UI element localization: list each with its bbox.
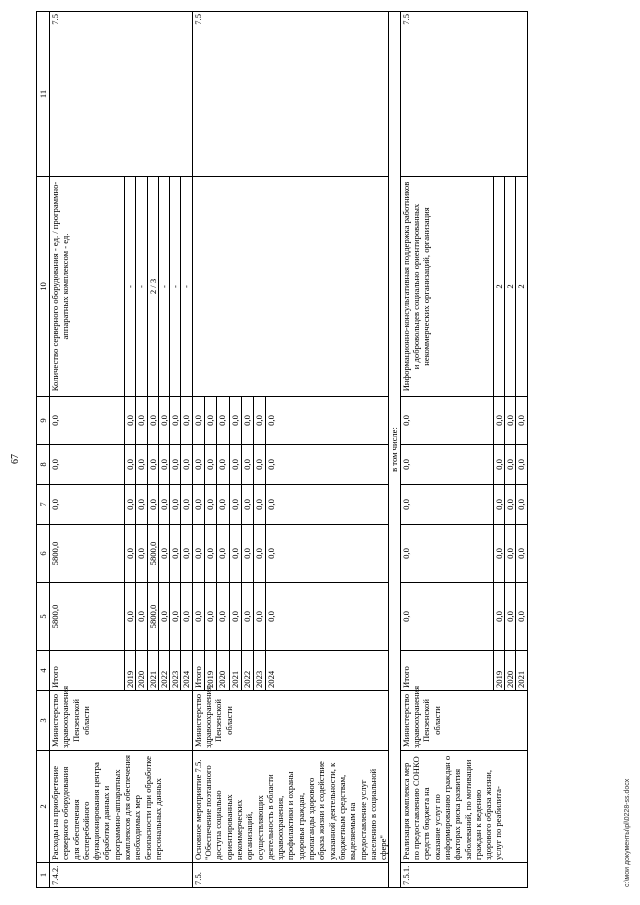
- value-cell: 0,0: [147, 485, 158, 525]
- program-table: [36, 11, 528, 888]
- year-cell: 2022: [241, 651, 253, 691]
- header-cell: 1: [37, 863, 50, 888]
- value-cell: 0,0: [50, 485, 125, 525]
- value-cell: 0,0: [516, 445, 527, 485]
- value-cell: 0,0: [50, 397, 125, 445]
- value-cell: 0,0: [217, 583, 229, 651]
- value-cell: 0,0: [205, 445, 217, 485]
- value-cell: 0,0: [170, 525, 181, 583]
- value-cell: 0,0: [192, 485, 204, 525]
- value-cell: 0,0: [241, 485, 253, 525]
- value-cell: 0,0: [505, 583, 516, 651]
- value-cell: 0,0: [400, 397, 493, 445]
- value-cell: 0,0: [266, 525, 389, 583]
- value-cell: 0,0: [266, 445, 389, 485]
- indicator-cell: -: [125, 177, 136, 397]
- value-cell: 0,0: [136, 525, 147, 583]
- value-cell: 0,0: [125, 397, 136, 445]
- value-cell: 0,0: [125, 525, 136, 583]
- activity-name: Реализация комплекса мер по предоставлению СОНКО средств бюджета на оказание услуг по информированию граждан о факторах риска развития заболеваний, по мотивации граждан к ведению здорового образа жизни, услуг по реабилита-: [400, 751, 527, 863]
- value-cell: 0,0: [400, 445, 493, 485]
- indicator-cell: 2: [516, 177, 527, 397]
- year-cell: 2020: [136, 651, 147, 691]
- value-cell: 0,0: [125, 583, 136, 651]
- value-cell: 0,0: [125, 445, 136, 485]
- year-cell: 2020: [505, 651, 516, 691]
- value-cell: 0,0: [400, 485, 493, 525]
- header-cell: 11: [37, 12, 50, 177]
- value-cell: 0,0: [205, 583, 217, 651]
- value-cell: 5800,0: [50, 583, 125, 651]
- value-cell: 0,0: [493, 397, 504, 445]
- value-cell: 0,0: [516, 525, 527, 583]
- header-cell: 5: [37, 583, 50, 651]
- value-cell: 0,0: [266, 583, 389, 651]
- value-cell: 0,0: [181, 397, 192, 445]
- value-cell: 0,0: [400, 525, 493, 583]
- value-cell: 0,0: [192, 583, 204, 651]
- table-row: [50, 12, 125, 888]
- value-cell: 5800,0: [147, 583, 158, 651]
- indicator-cell: Количество серверного оборудования - ед. / программно-аппаратных комплексом - ед.: [50, 177, 125, 397]
- value-cell: 0,0: [516, 485, 527, 525]
- value-cell: 0,0: [516, 397, 527, 445]
- value-cell: 0,0: [266, 397, 389, 445]
- value-cell: 0,0: [181, 485, 192, 525]
- value-cell: 0,0: [170, 485, 181, 525]
- value-cell: 0,0: [205, 485, 217, 525]
- activity-name: Расходы на приобретение серверного оборудования для обеспечения бесперебойного функционирования центра обработки данных и программно-аппаратных комплексов для обеспечения необходимых мер безопасности при обработке персональных данных: [50, 751, 193, 863]
- header-cell: 2: [37, 751, 50, 863]
- executor: Министерство здравоохранения Пензенской области: [400, 691, 527, 751]
- value-cell: 0,0: [229, 397, 241, 445]
- row-number: 7.4.2.: [50, 863, 193, 888]
- goal-ref: 7.5: [192, 12, 389, 177]
- value-cell: 0,0: [205, 525, 217, 583]
- value-cell: 0,0: [241, 525, 253, 583]
- year-cell: 2023: [170, 651, 181, 691]
- value-cell: 0,0: [147, 397, 158, 445]
- value-cell: 0,0: [205, 397, 217, 445]
- activity-name: Основное мероприятие 7.5. "Обеспечение поэтапного доступа социально ориентированных некоммерческих организаций, осуществляющих деятельность в области здравоохранения, профилактики и охраны здоровья граждан, пропаганды здорового образа жизни и содействие указанной деятельности, к бюджетным средствам, выделяемым на предоставление услуг населению в социальной сфере": [192, 751, 389, 863]
- header-cell: 6: [37, 525, 50, 583]
- year-cell: 2020: [217, 651, 229, 691]
- value-cell: 0,0: [505, 525, 516, 583]
- row-number: 7.5.1.: [400, 863, 527, 888]
- executor: Министерство здравоохранения Пензенской области: [192, 691, 389, 751]
- year-cell: 2022: [158, 651, 169, 691]
- value-cell: 0,0: [505, 445, 516, 485]
- value-cell: 0,0: [516, 583, 527, 651]
- value-cell: 0,0: [493, 445, 504, 485]
- value-cell: 0,0: [136, 445, 147, 485]
- year-cell: 2021: [147, 651, 158, 691]
- indicator-cell: 2: [493, 177, 504, 397]
- value-cell: 0,0: [254, 525, 266, 583]
- value-cell: 0,0: [241, 583, 253, 651]
- value-cell: 0,0: [170, 445, 181, 485]
- year-cell: Итого: [400, 651, 493, 691]
- table-row: [192, 12, 204, 888]
- value-cell: 0,0: [229, 525, 241, 583]
- indicator-cell: 2: [505, 177, 516, 397]
- value-cell: 0,0: [170, 397, 181, 445]
- value-cell: 0,0: [493, 485, 504, 525]
- header-cell: 7: [37, 485, 50, 525]
- value-cell: 5800,0: [50, 525, 125, 583]
- indicator-cell: -: [181, 177, 192, 397]
- value-cell: 0,0: [229, 445, 241, 485]
- value-cell: 0,0: [217, 445, 229, 485]
- value-cell: 0,0: [158, 445, 169, 485]
- year-cell: 2023: [254, 651, 266, 691]
- indicator-cell: -: [136, 177, 147, 397]
- value-cell: 0,0: [254, 397, 266, 445]
- table-row: [400, 12, 493, 888]
- header-cell: 3: [37, 691, 50, 751]
- value-cell: 0,0: [158, 485, 169, 525]
- value-cell: 0,0: [254, 485, 266, 525]
- year-cell: Итого: [50, 651, 125, 691]
- value-cell: 0,0: [158, 397, 169, 445]
- header-row: [37, 12, 50, 888]
- indicator-cell: Информационно-консультативная поддержка работников и добровольцев социально ориентированных некоммерческих организаций, организация: [400, 177, 493, 397]
- table-row: [389, 12, 400, 888]
- indicator-cell: -: [170, 177, 181, 397]
- value-cell: 0,0: [136, 397, 147, 445]
- value-cell: 0,0: [217, 525, 229, 583]
- value-cell: 0,0: [254, 583, 266, 651]
- value-cell: 0,0: [192, 445, 204, 485]
- page-number: 67: [10, 454, 21, 464]
- value-cell: 0,0: [266, 485, 389, 525]
- value-cell: 5800,0: [147, 525, 158, 583]
- value-cell: 0,0: [192, 525, 204, 583]
- year-cell: 2021: [516, 651, 527, 691]
- year-cell: Итого: [192, 651, 204, 691]
- year-cell: 2019: [493, 651, 504, 691]
- year-cell: 2019: [125, 651, 136, 691]
- year-cell: 2019: [205, 651, 217, 691]
- value-cell: 0,0: [505, 485, 516, 525]
- value-cell: 0,0: [136, 583, 147, 651]
- value-cell: 0,0: [254, 445, 266, 485]
- value-cell: 0,0: [170, 583, 181, 651]
- value-cell: 0,0: [181, 525, 192, 583]
- indicator-cell: [192, 177, 389, 397]
- value-cell: 0,0: [229, 583, 241, 651]
- value-cell: 0,0: [241, 445, 253, 485]
- value-cell: 0,0: [181, 445, 192, 485]
- indicator-cell: 2 / 3: [147, 177, 158, 397]
- value-cell: 0,0: [241, 397, 253, 445]
- header-cell: 9: [37, 397, 50, 445]
- value-cell: 0,0: [181, 583, 192, 651]
- year-cell: 2021: [229, 651, 241, 691]
- value-cell: 0,0: [493, 525, 504, 583]
- value-cell: 0,0: [147, 445, 158, 485]
- value-cell: 0,0: [505, 397, 516, 445]
- value-cell: 0,0: [229, 485, 241, 525]
- value-cell: 0,0: [158, 583, 169, 651]
- header-cell: 4: [37, 651, 50, 691]
- file-path-footer: c:\мои документы\pl\0228-ss.docx: [624, 778, 631, 887]
- row-number: 7.5.: [192, 863, 389, 888]
- year-cell: 2024: [266, 651, 389, 691]
- value-cell: 0,0: [400, 583, 493, 651]
- executor: Министерство здравоохранения Пензенской области: [50, 691, 193, 751]
- value-cell: 0,0: [50, 445, 125, 485]
- value-cell: 0,0: [192, 397, 204, 445]
- subtotal-label: в том числе:: [389, 12, 400, 888]
- goal-ref: 7.5: [50, 12, 193, 177]
- year-cell: 2024: [181, 651, 192, 691]
- indicator-cell: -: [158, 177, 169, 397]
- header-cell: 10: [37, 177, 50, 397]
- value-cell: 0,0: [493, 583, 504, 651]
- header-cell: 8: [37, 445, 50, 485]
- value-cell: 0,0: [217, 485, 229, 525]
- goal-ref: 7.5: [400, 12, 527, 177]
- value-cell: 0,0: [217, 397, 229, 445]
- value-cell: 0,0: [158, 525, 169, 583]
- value-cell: 0,0: [136, 485, 147, 525]
- value-cell: 0,0: [125, 485, 136, 525]
